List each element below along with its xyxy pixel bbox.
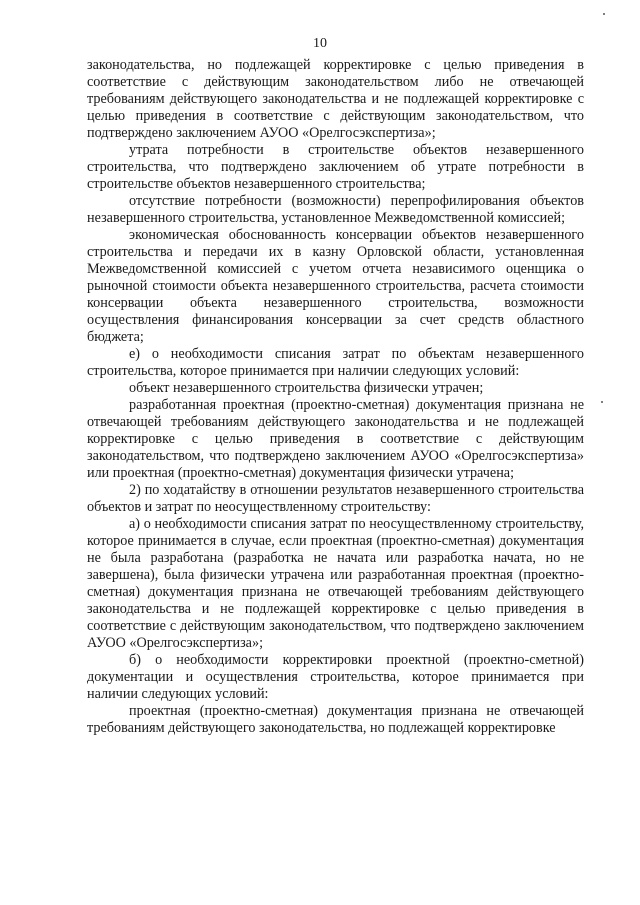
paragraph-2: утрата потребности в строительстве объектов незавершенного строительства, что подтверждено заключением об утрате потребности в строительстве объектов незавершенного строительства; (87, 142, 584, 192)
paragraph-4: экономическая обоснованность консервации объектов незавершенного строительства и передачи их в казну Орловской области, установленная Межведомственной комиссией с учетом отчета независимого оценщика о рыночной стоимости объекта незавершенного строительства, расчета стоимости консервации объекта незавершенного строительства, возможности осуществления финансирования консервации за счет средств областного бюджета; (87, 227, 584, 345)
scan-speck (601, 401, 603, 403)
document-body (87, 57, 584, 737)
scan-speck (603, 13, 605, 15)
paragraph-9: а) о необходимости списания затрат по неосуществленному строительству, которое принимается в случае, если проектная (проектно-сметная) документация не была разработана (разработка не начата или разработка начата, но не завершена), была физически утрачена или разработанная проектная (проектно-сметная) документация признана не отвечающей требованиям действующего законодательства и не подлежащей корректировке с целью приведения в соответствие с действующим законодательством, что подтверждено заключением АУОО «Орелгосэкспертиза»; (87, 516, 584, 651)
paragraph-8: 2) по ходатайству в отношении результатов незавершенного строительства объектов и затрат по неосуществленному строительству: (87, 482, 584, 515)
paragraph-11: проектная (проектно-сметная) документация признана не отвечающей требованиям действующего законодательства, но подлежащей корректировке (87, 703, 584, 736)
page-number: 10 (313, 36, 327, 51)
paragraph-3: отсутствие потребности (возможности) перепрофилирования объектов незавершенного строительства, установленное Межведомственной комиссией; (87, 193, 584, 226)
paragraph-5: е) о необходимости списания затрат по объектам незавершенного строительства, которое принимается при наличии следующих условий: (87, 346, 584, 379)
paragraph-10: б) о необходимости корректировки проектной (проектно-сметной) документации и осуществления строительства, которое принимается при наличии следующих условий: (87, 652, 584, 702)
paragraph-7: разработанная проектная (проектно-сметная) документация признана не отвечающей требованиям действующего законодательства и не подлежащей корректировке с целью приведения в соответствие с действующим законодательством, что подтверждено заключением АУОО «Орелгосэкспертиза» или проектная (проектно-сметная) документация физически утрачена; (87, 397, 584, 481)
paragraph-6: объект незавершенного строительства физически утрачен; (129, 380, 484, 396)
paragraph-1: законодательства, но подлежащей корректировке с целью приведения в соответствие с действующим законодательством либо не отвечающей требованиям действующего законодательства и не подлежащей корректировке с целью приведения в соответствие с действующим законодательством, что подтверждено заключением АУОО «Орелгосэкспертиза»; (87, 57, 584, 141)
